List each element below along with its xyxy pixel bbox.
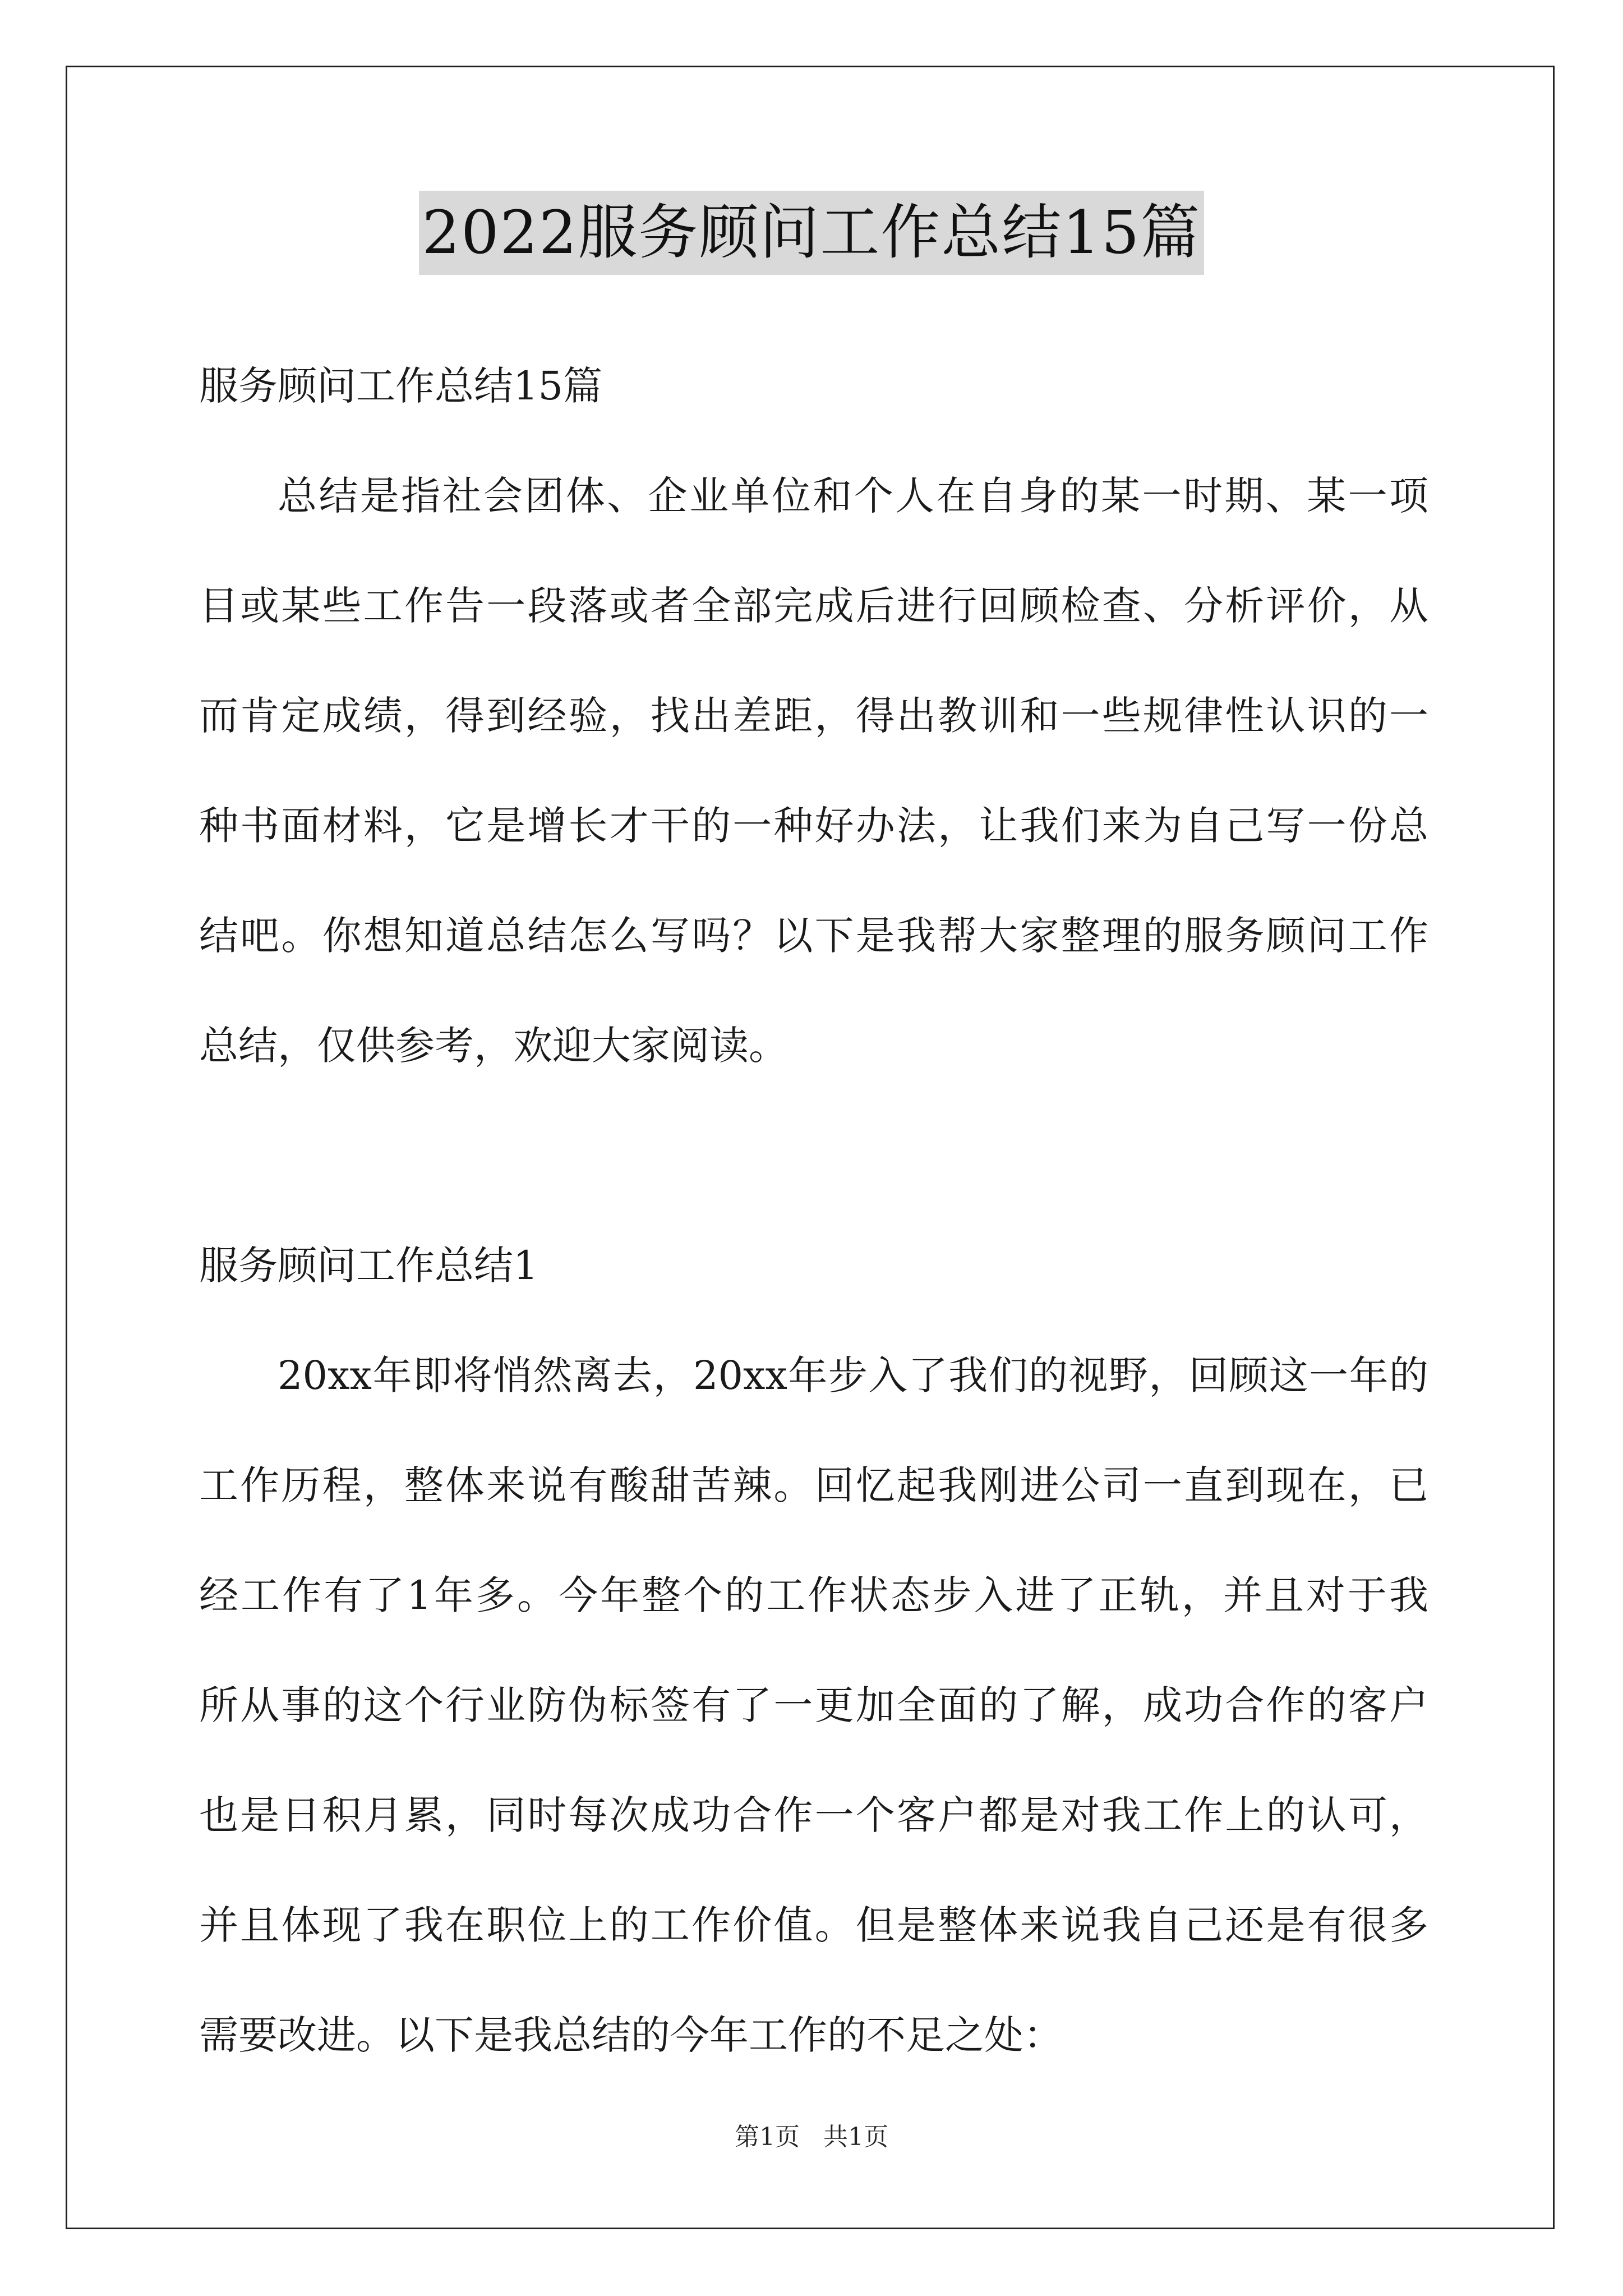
paragraph-gap xyxy=(199,1101,1428,1211)
section-line: 需要改进。以下是我总结的今年工作的不足之处： xyxy=(199,2012,1063,2058)
document-body xyxy=(199,331,1428,2090)
intro-line: 目或某些工作告一段落或者全部完成后进行回顾检查、分析评价，从 xyxy=(199,583,1428,629)
section-line: 经工作有了1年多。今年整个的工作状态步入进了正轨，并且对于我 xyxy=(199,1572,1428,1618)
intro-line: 而肯定成绩，得到经验，找出差距，得出教训和一些规律性认识的一 xyxy=(199,693,1428,739)
section-heading: 服务顾问工作总结1 xyxy=(199,1243,538,1289)
intro-line: 总结，仅供参考，欢迎大家阅读。 xyxy=(199,1023,788,1069)
intro-line: 总结是指社会团体、企业单位和个人在自身的某一时期、某一项 xyxy=(278,473,1428,519)
section-line: 并且体现了我在职位上的工作价值。但是整体来说我自己还是有很多 xyxy=(199,1902,1428,1948)
section-line: 也是日积月累，同时每次成功合作一个客户都是对我工作上的认可， xyxy=(199,1792,1428,1838)
document-title: 2022服务顾问工作总结15篇 xyxy=(419,191,1205,275)
section-line: 所从事的这个行业防伪标签有了一更加全面的了解，成功合作的客户 xyxy=(199,1682,1428,1728)
subtitle: 服务顾问工作总结15篇 xyxy=(199,363,603,409)
title-container xyxy=(0,191,1623,275)
intro-line: 结吧。你想知道总结怎么写吗？以下是我帮大家整理的服务顾问工作 xyxy=(199,913,1428,959)
section-line: 20xx年即将悄然离去，20xx年步入了我们的视野，回顾这一年的 xyxy=(278,1352,1428,1398)
intro-line: 种书面材料，它是增长才干的一种好办法，让我们来为自己写一份总 xyxy=(199,803,1428,849)
page-footer: 第1页 共1页 xyxy=(735,2123,888,2151)
section-line: 工作历程，整体来说有酸甜苦辣。回忆起我刚进公司一直到现在，已 xyxy=(199,1462,1428,1508)
